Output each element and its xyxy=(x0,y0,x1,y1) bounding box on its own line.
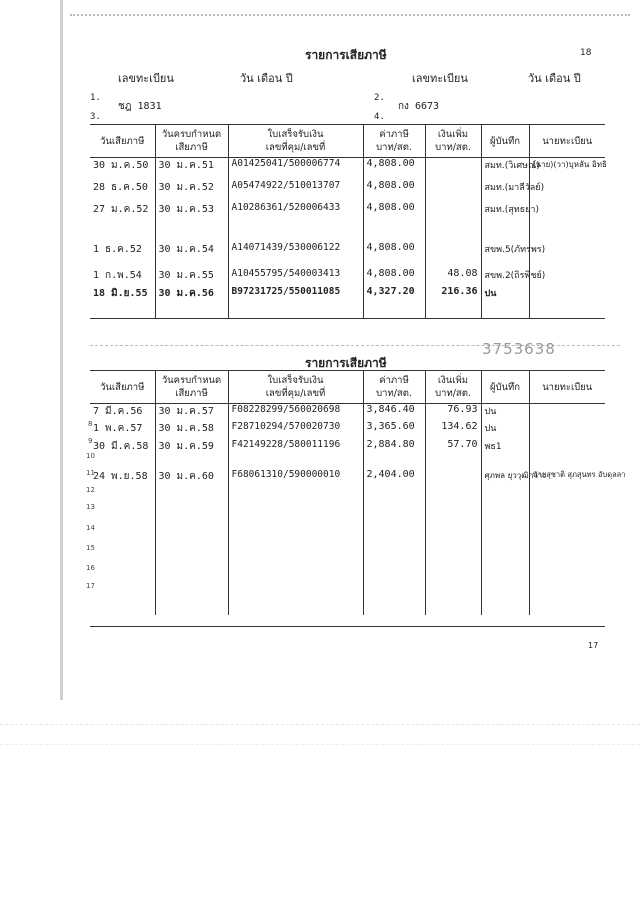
cell-due: 30 ม.ค.55 xyxy=(155,262,228,284)
cell-registrar xyxy=(529,284,605,318)
table-row xyxy=(90,469,605,615)
header-recorder: ผู้บันทึก xyxy=(481,371,529,404)
cell-receipt: F68061310/590000010 xyxy=(228,469,363,615)
cell-receipt: A14071439/530006122 xyxy=(228,232,363,262)
corner-mark-top: 18 xyxy=(580,48,592,58)
cell-surcharge: 216.36 xyxy=(425,284,481,318)
table-row xyxy=(90,439,605,469)
row-number: 17 xyxy=(86,582,95,590)
cell-paid: 24 พ.ย.58 xyxy=(90,469,155,615)
row-number: 15 xyxy=(86,544,95,552)
cell-paid: 30 ม.ค.50 xyxy=(90,158,155,180)
cell-registrar xyxy=(529,439,605,469)
cell-due: 30 ม.ค.56 xyxy=(155,284,228,318)
table-row xyxy=(90,284,605,318)
cell-receipt: A05474922/510013707 xyxy=(228,180,363,202)
index-4: 4. xyxy=(374,112,385,122)
cell-due: 30 ม.ค.53 xyxy=(155,202,228,232)
cell-paid: 18 มิ.ย.55 xyxy=(90,284,155,318)
cell-paid: 1 พ.ค.57 xyxy=(90,421,155,439)
scan-edge-shadow xyxy=(60,0,63,700)
cell-recorder: ปน xyxy=(481,404,529,421)
cell-receipt: F28710294/570020730 xyxy=(228,421,363,439)
cell-surcharge xyxy=(425,180,481,202)
index-2: 2. xyxy=(374,93,385,103)
index-1: 1. xyxy=(90,93,101,103)
stamp-number: 3753638 xyxy=(482,340,556,358)
cell-tax: 4,327.20 xyxy=(363,284,425,318)
cell-recorder: สมท.(วิเศษณ์) xyxy=(481,158,529,180)
header-paid-date: วันเสียภาษี xyxy=(90,371,155,404)
cell-recorder: สมท.(มาลีวัลย์) xyxy=(481,180,529,202)
table-header-row xyxy=(90,371,605,404)
cell-paid: 30 มี.ค.58 xyxy=(90,439,155,469)
table-row xyxy=(90,232,605,262)
cell-surcharge: 48.08 xyxy=(425,262,481,284)
cell-surcharge: 57.70 xyxy=(425,439,481,469)
row-number: 14 xyxy=(86,524,95,532)
cell-tax: 4,808.00 xyxy=(363,262,425,284)
cell-surcharge xyxy=(425,232,481,262)
cell-receipt: B97231725/550011085 xyxy=(228,284,363,318)
cell-receipt: A01425041/500006774 xyxy=(228,158,363,180)
tax-table-bottom xyxy=(90,370,626,615)
label-registration-left: เลขทะเบียน xyxy=(118,72,174,85)
cell-due: 30 ม.ค.59 xyxy=(155,439,228,469)
table-row xyxy=(90,158,605,180)
cell-recorder: สขพ.2(ถิรพิชย์) xyxy=(481,262,529,284)
cell-surcharge xyxy=(425,158,481,180)
page-title-bottom: รายการเสียภาษี xyxy=(305,356,387,370)
table-row xyxy=(90,180,605,202)
cell-due: 30 ม.ค.51 xyxy=(155,158,228,180)
cell-receipt: A10455795/540003413 xyxy=(228,262,363,284)
cell-tax: 2,884.80 xyxy=(363,439,425,469)
cell-registrar xyxy=(529,404,605,421)
label-registration-right: เลขทะเบียน xyxy=(412,72,468,85)
cell-due: 30 ม.ค.60 xyxy=(155,469,228,615)
cell-registrar xyxy=(529,421,605,439)
table-row xyxy=(90,202,605,232)
registration-1: ชฎ 1831 xyxy=(118,101,162,112)
row-number: 16 xyxy=(86,564,95,572)
cell-paid: 1 ธ.ค.52 xyxy=(90,232,155,262)
cell-due: 30 ม.ค.58 xyxy=(155,421,228,439)
header-receipt: ใบเสร็จรับเงิน เลขที่คุม/เลขที่ xyxy=(228,125,363,158)
cell-recorder: สมท.(สุทธยา) xyxy=(481,202,529,232)
header-due-date: วันครบกำหนด เสียภาษี xyxy=(155,125,228,158)
header-tax: ค่าภาษี บาท/สต. xyxy=(363,371,425,404)
row-number: 11 xyxy=(86,469,95,477)
cell-recorder: ศุภพล ยุววุฒิกว้าง xyxy=(481,469,529,615)
header-paid-date: วันเสียภาษี xyxy=(90,125,155,158)
row-number: 12 xyxy=(86,486,95,494)
cell-receipt: F08228299/560020698 xyxy=(228,404,363,421)
corner-mark-bottom: 17 xyxy=(588,641,599,650)
cell-surcharge: 134.62 xyxy=(425,421,481,439)
header-surcharge: เงินเพิ่ม บาท/สต. xyxy=(425,125,481,158)
cell-due: 30 ม.ค.52 xyxy=(155,180,228,202)
table-bottom-rule-top xyxy=(90,318,605,319)
cell-paid: 7 มี.ค.56 xyxy=(90,404,155,421)
label-date-right: วัน เดือน ปี xyxy=(528,72,581,85)
cell-receipt: A10286361/520006433 xyxy=(228,202,363,232)
row-number: 9 xyxy=(88,437,93,445)
cell-tax: 2,404.00 xyxy=(363,469,425,615)
cell-surcharge xyxy=(425,469,481,615)
header-due-date: วันครบกำหนด เสียภาษี xyxy=(155,371,228,404)
cell-due: 30 ม.ค.54 xyxy=(155,232,228,262)
row-number: 8 xyxy=(88,420,93,428)
table-row xyxy=(90,421,605,439)
cell-paid: 28 ธ.ค.50 xyxy=(90,180,155,202)
label-date-left: วัน เดือน ปี xyxy=(240,72,293,85)
table-row xyxy=(90,404,605,421)
header-registrar: นายทะเบียน xyxy=(529,125,605,158)
cell-registrar: (นาย)(วา)บุหลัน อิทธิ xyxy=(532,160,607,169)
header-tax: ค่าภาษี บาท/สต. xyxy=(363,125,425,158)
cell-recorder: ปน xyxy=(481,284,529,318)
cell-registrar: นายสุชาติ สุภสุนทร อับดุลลา xyxy=(532,469,626,479)
header-recorder: ผู้บันทึก xyxy=(481,125,529,158)
cell-tax: 3,846.40 xyxy=(363,404,425,421)
cell-recorder: สขพ.5(ภัทรพร) xyxy=(481,232,529,262)
cell-paid: 27 ม.ค.52 xyxy=(90,202,155,232)
scan-top-noise xyxy=(70,14,630,19)
scan-line xyxy=(0,724,640,725)
cell-due: 30 ม.ค.57 xyxy=(155,404,228,421)
cell-surcharge xyxy=(425,202,481,232)
cell-paid: 1 ก.พ.54 xyxy=(90,262,155,284)
header-receipt: ใบเสร็จรับเงิน เลขที่คุม/เลขที่ xyxy=(228,371,363,404)
index-3: 3. xyxy=(90,112,101,122)
cell-receipt: F42149228/580011196 xyxy=(228,439,363,469)
cell-recorder: พธ1 xyxy=(481,439,529,469)
row-number: 10 xyxy=(86,452,95,460)
scan-line xyxy=(0,744,640,745)
page-title-top: รายการเสียภาษี xyxy=(305,48,387,62)
table-bottom-rule-bottom xyxy=(90,626,605,627)
cell-surcharge: 76.93 xyxy=(425,404,481,421)
cell-recorder: ปน xyxy=(481,421,529,439)
table-row xyxy=(90,262,605,284)
cell-tax: 4,808.00 xyxy=(363,158,425,180)
row-number: 13 xyxy=(86,503,95,511)
header-surcharge: เงินเพิ่ม บาท/สต. xyxy=(425,371,481,404)
cell-tax: 4,808.00 xyxy=(363,202,425,232)
registration-2: กง 6673 xyxy=(398,101,440,112)
cell-registrar xyxy=(529,202,605,232)
tax-table-top xyxy=(90,124,605,318)
cell-tax: 4,808.00 xyxy=(363,232,425,262)
cell-tax: 3,365.60 xyxy=(363,421,425,439)
table-header-row xyxy=(90,125,605,158)
header-registrar: นายทะเบียน xyxy=(529,371,605,404)
cell-tax: 4,808.00 xyxy=(363,180,425,202)
